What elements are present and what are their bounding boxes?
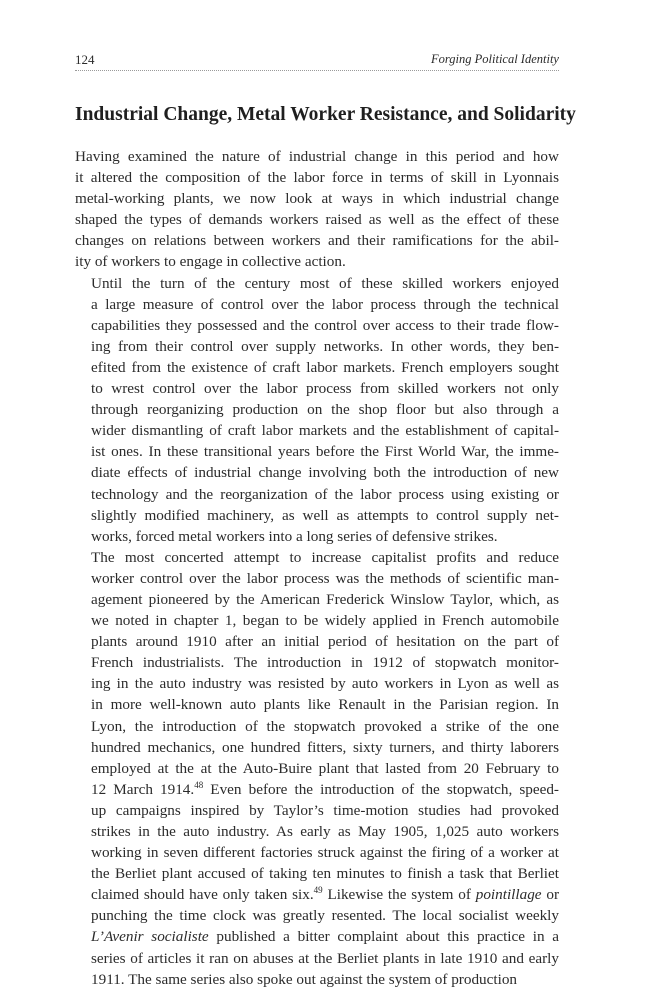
text-line: agement pioneered by the American Frederick Winslow Taylor, which, as bbox=[91, 590, 559, 608]
text-line: through reorganizing production on the shop floor but also through a bbox=[91, 401, 559, 419]
text-line: working in seven different factories struck against the firing of a worker at bbox=[91, 844, 559, 862]
text-line: technology and the reorganization of the labor process using existing or bbox=[91, 485, 559, 503]
italic-term: pointillage bbox=[475, 886, 542, 904]
text-line: claimed should have only taken six.$^{49}$ Likewise the system of pointillage or bbox=[91, 885, 559, 904]
text-line: slightly modified machinery, as well as attempts to control supply net- bbox=[91, 506, 559, 524]
text-line: ing from their control over supply networks. In other words, they ben- bbox=[91, 337, 559, 355]
text-line: changes on relations between workers and their ramifications for the abil- bbox=[75, 232, 559, 250]
text-line: strikes in the auto industry. As early as May 1905, 1,025 auto workers bbox=[91, 823, 559, 840]
text-line: up campaigns inspired by Taylor’s time-motion studies had provoked bbox=[91, 801, 559, 819]
section-title: Industrial Change, Metal Worker Resistance, and Solidarity bbox=[75, 104, 576, 125]
text-line: worker control over the labor process was the methods of scientific man- bbox=[91, 569, 559, 587]
text-line: hundred mechanics, one hundred fitters, sixty turners, and thirty laborers bbox=[91, 738, 559, 756]
text-line: shaped the types of demands workers raised as well as the effect of these bbox=[75, 211, 559, 229]
text-line: diate effects of industrial change involving both the introduction of new bbox=[91, 464, 559, 482]
body-paragraph bbox=[75, 547, 559, 990]
body-text bbox=[75, 146, 559, 990]
text-line: it altered the composition of the labor force in terms of skill in Lyonnais bbox=[75, 169, 559, 187]
text-line: Having examined the nature of industrial change in this period and how bbox=[75, 148, 559, 165]
running-header bbox=[75, 52, 559, 71]
italic-term: L’Avenir socialiste bbox=[91, 928, 209, 946]
text-line: punching the time clock was greatly resented. The local socialist weekly bbox=[91, 907, 559, 925]
text-line: to wrest control over the labor process from skilled workers not only bbox=[91, 380, 559, 398]
text-line: metal-working plants, we now look at ways in which industrial change bbox=[75, 190, 559, 208]
text-line: the Berliet plant accused of taking ten minutes to finish a task that Berliet bbox=[91, 865, 559, 883]
text-line: efited from the existence of craft labor markets. French employers sought bbox=[91, 358, 559, 376]
text-line: L’Avenir socialiste published a bitter complaint about this practice in a bbox=[91, 928, 559, 946]
text-line: in more well-known auto plants like Renault in the Parisian region. In bbox=[91, 696, 559, 714]
text-line: ing in the auto industry was resisted by auto workers in Lyon as well as bbox=[91, 675, 559, 693]
text-line: capabilities they possessed and the control over access to their trade flow- bbox=[91, 316, 559, 334]
running-title: Forging Political Identity bbox=[431, 52, 559, 66]
text-line: ist ones. In these transitional years before the First World War, the imme- bbox=[91, 443, 559, 461]
text-line: plants around 1910 after an initial period of hesitation on the part of bbox=[91, 633, 559, 651]
page-number: 124 bbox=[75, 52, 95, 67]
text-line: series of articles it ran on abuses at the Berliet plants in late 1910 and early bbox=[91, 949, 559, 967]
footnote-reference: 49 bbox=[313, 885, 323, 896]
text-line: French industrialists. The introduction in 1912 of stopwatch monitor- bbox=[91, 654, 559, 672]
body-paragraph bbox=[75, 273, 559, 547]
text-line: a large measure of control over the labor process through the technical bbox=[91, 295, 559, 313]
text-line: works, forced metal workers into a long series of defensive strikes. bbox=[91, 527, 498, 545]
text-line: we noted in chapter 1, began to be widely applied in French automobile bbox=[91, 612, 559, 630]
text-line: Lyon, the introduction of the stopwatch provoked a strike of the one bbox=[91, 717, 559, 735]
text-line: employed at the at the Auto-Buire plant that lasted from 20 February to bbox=[91, 759, 559, 777]
text-line: 12 March 1914.48 Even before the introduction of the stopwatch, speed- bbox=[91, 779, 559, 798]
footnote-reference: 48 bbox=[194, 779, 204, 790]
text-line: 1911. The same series also spoke out against the system of production bbox=[91, 970, 518, 988]
body-paragraph bbox=[75, 146, 559, 273]
text-line: wider dismantling of craft labor markets and the establishment of capital- bbox=[91, 422, 559, 440]
text-line: ity of workers to engage in collective action. bbox=[75, 253, 346, 271]
text-line: Until the turn of the century most of these skilled workers enjoyed bbox=[91, 274, 559, 292]
text-line: The most concerted attempt to increase capitalist profits and reduce bbox=[91, 548, 559, 566]
